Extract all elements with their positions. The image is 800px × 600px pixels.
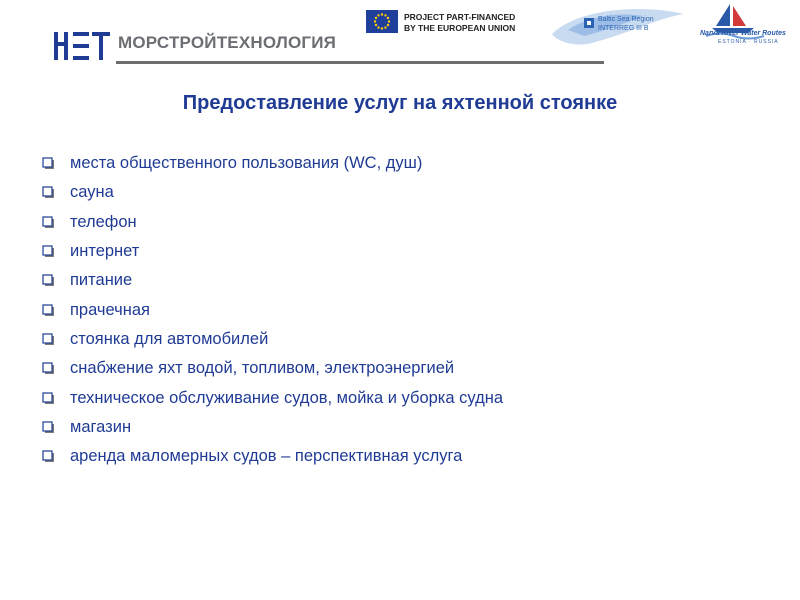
slide-title: Предоставление услуг на яхтенной стоянке [182, 92, 618, 114]
company-name: МОРСТРОЙТЕХНОЛОГИЯ [118, 33, 337, 52]
list-item-text: техническое обслуживание судов, мойка и уборка судна [70, 388, 504, 407]
list-item [42, 442, 503, 471]
list-item [42, 237, 503, 266]
interreg-line-2: INTERREG III B [598, 25, 649, 32]
square-bullet-icon [42, 216, 70, 229]
interreg-line-1: Baltic Sea Region [598, 16, 654, 23]
square-bullet-icon [42, 304, 70, 317]
eu-funding-notice [404, 12, 515, 34]
services-list [42, 149, 503, 471]
square-bullet-icon [42, 362, 70, 375]
list-item-text: сауна [70, 183, 114, 202]
eu-notice-line-1: PROJECT PART-FINANCED [404, 12, 516, 22]
square-bullet-icon [42, 392, 70, 405]
eu-flag-icon [366, 10, 398, 33]
list-item [42, 208, 503, 237]
narva-subtitle: ESTONIA · RUSSIA [718, 39, 779, 45]
list-item [42, 354, 503, 383]
narva-title: Narva River Water Routes [700, 30, 786, 37]
list-item [42, 325, 503, 354]
interreg-caption [598, 15, 654, 33]
list-item-text: аренда маломерных судов – перспективная услуга [70, 447, 463, 466]
list-item-text: телефон [70, 212, 137, 231]
list-item-text: стоянка для автомобилей [70, 329, 269, 348]
square-bullet-icon [42, 450, 70, 463]
list-item [42, 149, 503, 178]
list-item-text: прачечная [70, 300, 150, 319]
square-bullet-icon [42, 333, 70, 346]
square-bullet-icon [42, 186, 70, 199]
list-item-text: питание [70, 271, 133, 290]
list-item [42, 413, 503, 442]
list-item [42, 383, 503, 412]
list-item [42, 178, 503, 207]
list-item [42, 295, 503, 324]
header-divider [116, 61, 604, 64]
list-item-text: места общественного пользования (WC, душ) [70, 154, 423, 173]
list-item-text: магазин [70, 417, 132, 436]
square-bullet-icon [42, 274, 70, 287]
mst-logo-icon [54, 32, 110, 60]
list-item-text: снабжение яхт водой, топливом, электроэнергией [70, 359, 455, 378]
eu-notice-line-2: BY THE EUROPEAN UNION [404, 23, 516, 33]
list-item [42, 266, 503, 295]
square-bullet-icon [42, 421, 70, 434]
square-bullet-icon [42, 157, 70, 170]
list-item-text: интернет [70, 242, 140, 261]
square-bullet-icon [42, 245, 70, 258]
